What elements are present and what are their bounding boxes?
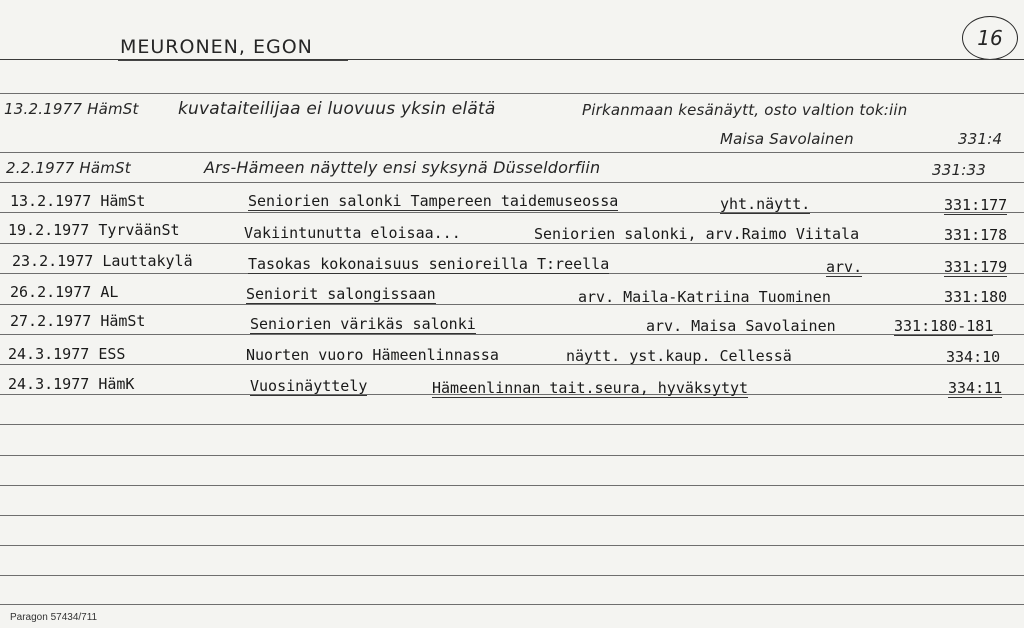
rule-line bbox=[0, 575, 1024, 576]
typed-entry-1-date: 13.2.1977 HämSt bbox=[10, 192, 146, 210]
typed-entry-5-title: Seniorien värikäs salonki bbox=[250, 315, 476, 333]
rule-line bbox=[0, 334, 1024, 335]
hw-entry-1-date: 13.2.1977 HämSt bbox=[4, 100, 139, 118]
rule-line bbox=[0, 243, 1024, 244]
rule-line bbox=[0, 59, 1024, 60]
rule-line bbox=[0, 515, 1024, 516]
hw-entry-1-text: kuvataiteilijaa ei luovuus yksin elätä bbox=[178, 99, 496, 119]
rule-line bbox=[0, 604, 1024, 605]
hw-entry-1-ref: 331:4 bbox=[958, 130, 1003, 148]
rule-line bbox=[0, 304, 1024, 305]
typed-entry-6-title: Nuorten vuoro Hämeenlinnassa bbox=[246, 346, 499, 364]
typed-entry-2-note: Seniorien salonki, arv.Raimo Viitala bbox=[534, 225, 860, 243]
person-name: MEURONEN, EGON bbox=[120, 36, 313, 58]
typed-entry-1-ref: 331:177 bbox=[944, 196, 1008, 214]
typed-entry-4-title: Seniorit salongissaan bbox=[246, 285, 436, 303]
typed-entry-7-note: Hämeenlinnan tait.seura, hyväksytyt bbox=[432, 379, 749, 397]
typed-entry-2-title: Vakiintunutta eloisaa... bbox=[244, 224, 461, 242]
card-number: 16 bbox=[962, 16, 1018, 60]
typed-entry-7-date: 24.3.1977 HämK bbox=[8, 375, 135, 393]
typed-entry-4-ref: 331:180 bbox=[944, 288, 1008, 306]
typed-entry-1-title: Seniorien salonki Tampereen taidemuseossa bbox=[248, 192, 619, 210]
rule-line bbox=[0, 424, 1024, 425]
typed-entry-6-date: 24.3.1977 ESS bbox=[8, 345, 126, 363]
typed-entry-5-note: arv. Maisa Savolainen bbox=[646, 317, 836, 335]
typed-entry-3-ref: 331:179 bbox=[944, 258, 1008, 276]
typed-entry-4-date: 26.2.1977 AL bbox=[10, 283, 119, 301]
rule-line bbox=[0, 212, 1024, 213]
hw-entry-2-text: Ars-Hämeen näyttely ensi syksynä Düsseldorfiin bbox=[204, 158, 601, 177]
rule-line bbox=[0, 152, 1024, 153]
typed-entry-1-note: yht.näytt. bbox=[720, 195, 811, 213]
typed-entry-7-title: Vuosinäyttely bbox=[250, 377, 368, 395]
typed-entry-3-note: arv. bbox=[826, 258, 863, 276]
rule-line bbox=[0, 545, 1024, 546]
card-footer: Paragon 57434/711 bbox=[10, 612, 98, 623]
typed-entry-2-date: 19.2.1977 TyrväänSt bbox=[8, 221, 180, 239]
typed-entry-4-note: arv. Maila-Katriina Tuominen bbox=[578, 288, 831, 306]
rule-line bbox=[0, 93, 1024, 94]
typed-entry-6-note: näytt. yst.kaup. Cellessä bbox=[566, 347, 792, 365]
typed-entry-7-ref: 334:11 bbox=[948, 379, 1003, 397]
name-underline bbox=[118, 60, 348, 61]
rule-line bbox=[0, 364, 1024, 365]
typed-entry-3-title: Tasokas kokonaisuus senioreilla T:reella bbox=[248, 255, 610, 273]
rule-line bbox=[0, 455, 1024, 456]
typed-entry-5-ref: 331:180-181 bbox=[894, 317, 994, 335]
typed-entry-2-ref: 331:178 bbox=[944, 226, 1008, 244]
typed-entry-6-ref: 334:10 bbox=[946, 348, 1001, 366]
typed-entry-5-date: 27.2.1977 HämSt bbox=[10, 312, 146, 330]
hw-entry-2-ref: 331:33 bbox=[932, 161, 986, 179]
rule-line bbox=[0, 485, 1024, 486]
hw-entry-1-note2: Maisa Savolainen bbox=[720, 130, 854, 148]
hw-entry-1-note: Pirkanmaan kesänäytt, osto valtion tok:iin bbox=[582, 101, 908, 119]
hw-entry-2-date: 2.2.1977 HämSt bbox=[6, 159, 131, 177]
rule-line bbox=[0, 182, 1024, 183]
typed-entry-3-date: 23.2.1977 Lauttakylä bbox=[12, 252, 193, 270]
